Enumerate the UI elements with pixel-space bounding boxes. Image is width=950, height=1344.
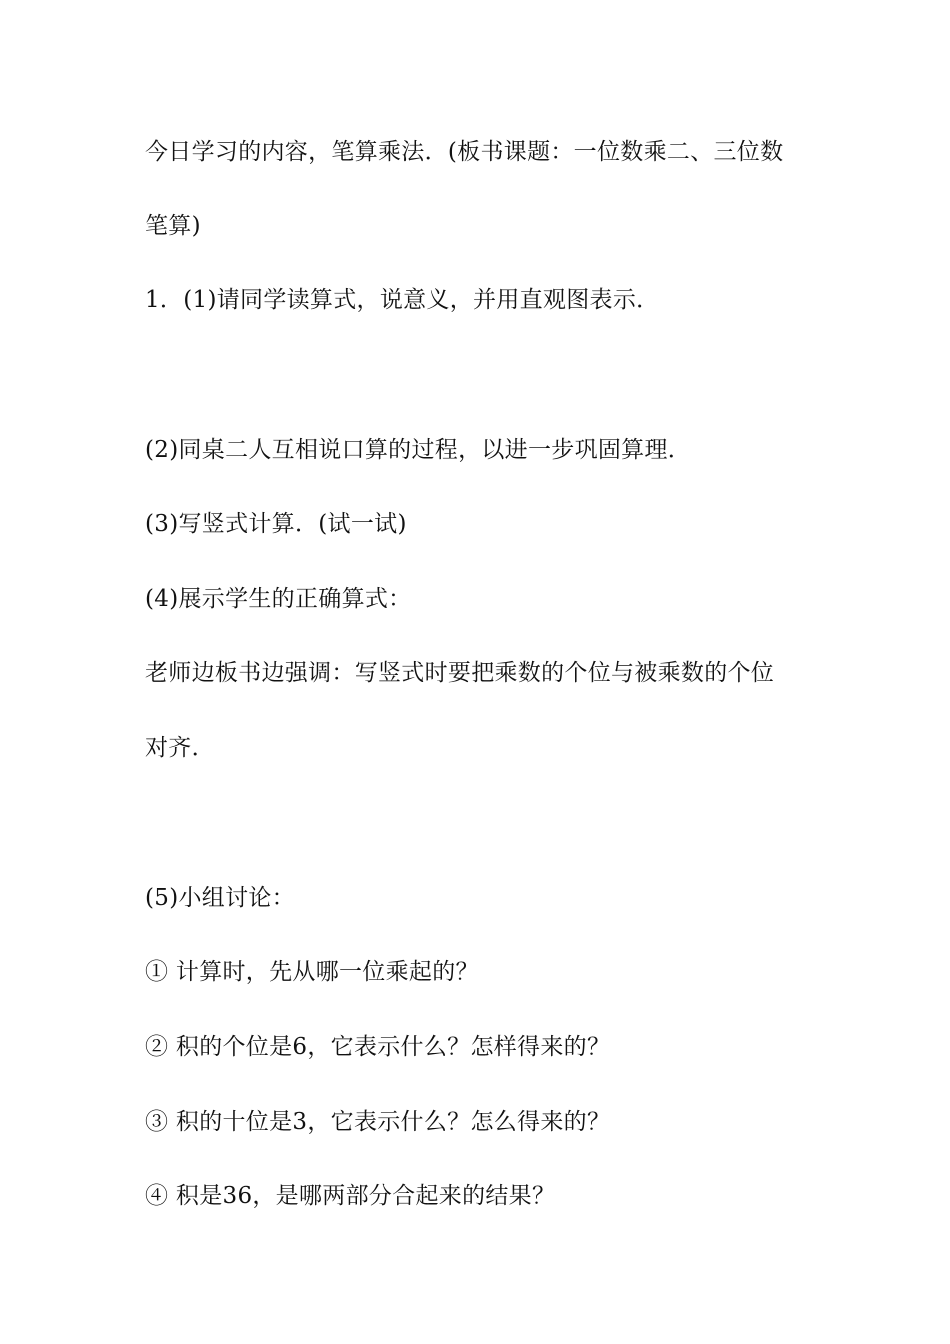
text-line-intro-cont: 笔算) xyxy=(145,213,201,239)
text-line-step-2: (2)同桌二人互相说口算的过程，以进一步巩固算理． xyxy=(145,437,692,463)
question-1: ① 计算时，先从哪一位乘起的？ xyxy=(145,959,479,985)
text-line-step-3: (3)写竖式计算．(试一试) xyxy=(145,511,407,537)
question-2: ② 积的个位是6，它表示什么？怎样得来的？ xyxy=(145,1034,611,1060)
question-3: ③ 积的十位是3，它表示什么？怎么得来的？ xyxy=(145,1109,611,1135)
text-line-intro: 今日学习的内容，笔算乘法．(板书课题：一位数乘二、三位数 xyxy=(145,139,784,165)
text-line-teacher-note: 老师边板书边强调：写竖式时要把乘数的个位与被乘数的个位 xyxy=(145,660,775,686)
text-line-step-1-1: 1．(1)请同学读算式，说意义，并用直观图表示． xyxy=(145,287,660,313)
text-line-step-5: (5)小组讨论： xyxy=(145,885,295,911)
text-line-step-4: (4)展示学生的正确算式： xyxy=(145,586,412,612)
question-4: ④ 积是36，是哪两部分合起来的结果？ xyxy=(145,1183,556,1209)
text-line-teacher-note-cont: 对齐． xyxy=(145,735,215,761)
